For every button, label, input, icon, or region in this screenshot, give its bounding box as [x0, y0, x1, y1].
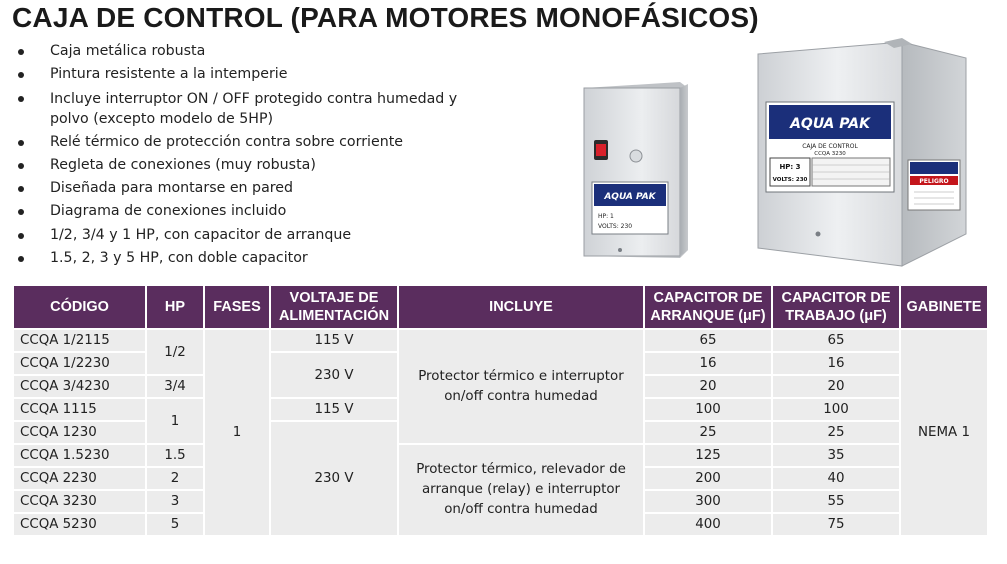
cap-trabajo-cell: 16 [773, 353, 899, 374]
cap-arranque-cell: 400 [645, 514, 771, 535]
hp-cell: 3 [147, 491, 203, 512]
control-box-small-image [580, 80, 692, 260]
code-cell: CCQA 1.5230 [14, 445, 145, 466]
table-row [14, 445, 987, 466]
voltage-cell: 115 V [271, 330, 397, 351]
cap-trabajo-cell: 25 [773, 422, 899, 443]
code-cell: CCQA 2230 [14, 468, 145, 489]
hp-cell: 1.5 [147, 445, 203, 466]
cap-trabajo-cell: 55 [773, 491, 899, 512]
cap-arranque-cell: 125 [645, 445, 771, 466]
code-cell: CCQA 3230 [14, 491, 145, 512]
specs-table [12, 284, 989, 537]
feature-item: Regleta de conexiones (muy robusta) [14, 154, 480, 177]
feature-item: 1/2, 3/4 y 1 HP, con capacitor de arranque [14, 224, 480, 247]
cap-arranque-cell: 100 [645, 399, 771, 420]
large-box-model: CCQA 3230 [814, 151, 846, 157]
hp-cell: 3/4 [147, 376, 203, 397]
small-box-brand: AQUA PAK [604, 192, 656, 202]
hp-cell: 5 [147, 514, 203, 535]
code-cell: CCQA 1/2115 [14, 330, 145, 351]
cap-arranque-cell: 65 [645, 330, 771, 351]
code-cell: CCQA 1115 [14, 399, 145, 420]
cap-arranque-cell: 16 [645, 353, 771, 374]
cap-trabajo-cell: 65 [773, 330, 899, 351]
cap-trabajo-cell: 40 [773, 468, 899, 489]
feature-item: Caja metálica robusta [14, 40, 480, 63]
small-box-hp: HP: 1 [598, 213, 614, 220]
voltage-cell: 230 V [271, 422, 397, 535]
header-gabinete: GABINETE [901, 286, 987, 328]
gabinete-cell: NEMA 1 [901, 330, 987, 535]
feature-item: Diseñada para montarse en pared [14, 177, 480, 200]
small-box-volts: VOLTS: 230 [598, 223, 633, 230]
cap-trabajo-cell: 35 [773, 445, 899, 466]
cap-trabajo-cell: 75 [773, 514, 899, 535]
code-cell: CCQA 3/4230 [14, 376, 145, 397]
voltage-cell: 230 V [271, 353, 397, 397]
header-incluye: INCLUYE [399, 286, 643, 328]
cap-trabajo-cell: 20 [773, 376, 899, 397]
large-box-volts: VOLTS: 230 [772, 177, 808, 183]
cap-arranque-cell: 200 [645, 468, 771, 489]
control-box-large-image [752, 38, 970, 270]
feature-item: 1.5, 2, 3 y 5 HP, con doble capacitor [14, 247, 480, 270]
header-cap-trab-line2: TRABAJO (μF) [785, 308, 887, 324]
feature-item: Relé térmico de protección contra sobre corriente [14, 131, 480, 154]
table-row [14, 330, 987, 351]
feature-item: Incluye interruptor ON / OFF protegido contra humedad y polvo (excepto modelo de 5HP) [14, 87, 480, 131]
header-voltaje-line1: VOLTAJE DE [289, 290, 379, 306]
header-voltaje [271, 286, 397, 328]
incluye-cell: Protector térmico, relevador de arranque (relay) e interruptor on/off contra humedad [399, 445, 643, 535]
incluye-cell: Protector térmico e interruptor on/off contra humedad [399, 330, 643, 443]
cap-trabajo-cell: 100 [773, 399, 899, 420]
header-fases: FASES [205, 286, 269, 328]
hp-cell: 1/2 [147, 330, 203, 374]
header-cap-arr-line2: ARRANQUE (μF) [650, 308, 766, 324]
feature-item: Pintura resistente a la intemperie [14, 63, 480, 86]
voltage-cell: 115 V [271, 399, 397, 420]
code-cell: CCQA 1/2230 [14, 353, 145, 374]
cap-arranque-cell: 20 [645, 376, 771, 397]
code-cell: CCQA 1230 [14, 422, 145, 443]
cap-arranque-cell: 25 [645, 422, 771, 443]
page-title: CAJA DE CONTROL (PARA MOTORES MONOFÁSICOS) [12, 2, 759, 33]
code-cell: CCQA 5230 [14, 514, 145, 535]
header-codigo: CÓDIGO [14, 286, 145, 328]
cap-arranque-cell: 300 [645, 491, 771, 512]
header-cap-arr-line1: CAPACITOR DE [653, 290, 763, 306]
header-capacitor-trabajo [773, 286, 899, 328]
large-box-caption: CAJA DE CONTROL [802, 143, 858, 150]
header-hp: HP [147, 286, 203, 328]
header-cap-trab-line1: CAPACITOR DE [781, 290, 891, 306]
feature-item: Diagrama de conexiones incluido [14, 200, 480, 223]
fases-cell: 1 [205, 330, 269, 535]
header-capacitor-arranque [645, 286, 771, 328]
header-voltaje-line2: ALIMENTACIÓN [278, 308, 390, 324]
hp-cell: 1 [147, 399, 203, 443]
hp-cell: 2 [147, 468, 203, 489]
large-box-warning: PELIGRO [919, 178, 949, 185]
large-box-hp: HP: 3 [779, 163, 801, 171]
large-box-brand: AQUA PAK [790, 116, 870, 132]
feature-list [14, 40, 480, 270]
